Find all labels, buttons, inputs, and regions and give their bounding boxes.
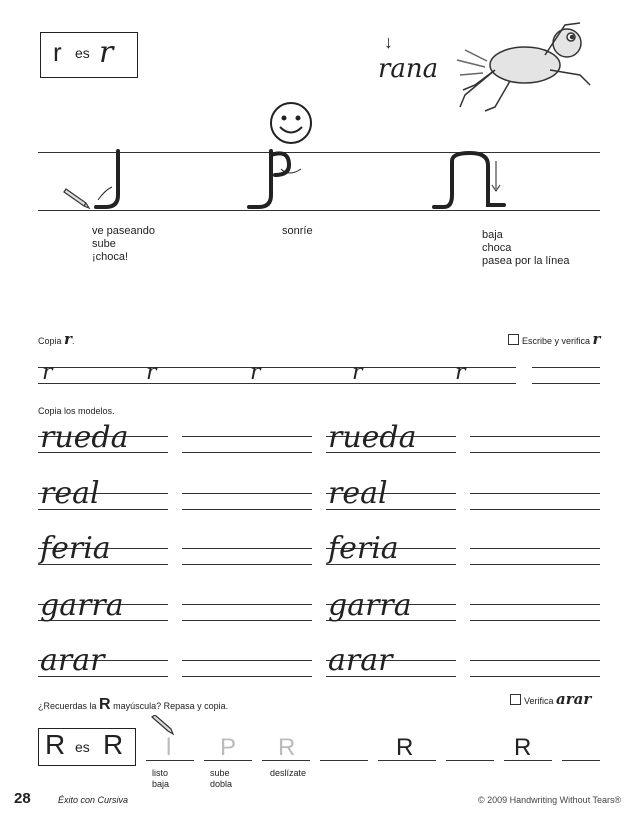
model-row-3-bottom-mid (182, 564, 312, 565)
demo-stroke-3 (430, 145, 520, 215)
model-word-4-left: garra (40, 588, 124, 623)
step-1-line-3: ¡choca! (92, 251, 129, 263)
pencil-icon (150, 715, 176, 737)
model-row-3-bottom-far (470, 564, 600, 565)
print-letter: r (53, 37, 62, 67)
capital-es: es (75, 739, 90, 755)
capital-line-4 (320, 760, 368, 761)
cursive-letter: r (99, 35, 114, 70)
verify-bottom-line (532, 383, 600, 384)
verify-label: Verifica (524, 696, 554, 706)
copy-letter: r (64, 330, 72, 348)
model-word-3-left: feria (40, 531, 111, 566)
page-number: 28 (14, 790, 31, 807)
book-title: Éxito con Cursiva (58, 795, 129, 805)
step-3-line-3: pasea por la línea (482, 255, 570, 267)
step-3-line-1: baja (482, 229, 503, 241)
model-word-4-right: garra (328, 588, 412, 623)
verify-word (510, 690, 591, 708)
trace-step-2-caption (210, 768, 232, 790)
model-row-2-top-mid (182, 493, 312, 494)
capital-print: R (45, 729, 66, 760)
model-word-1-left: rueda (40, 420, 129, 455)
copy-period: . (71, 336, 75, 346)
model-row-4-top-mid (182, 604, 312, 605)
copy-label: Copia (38, 336, 62, 346)
model-row-2-bottom-far (470, 509, 600, 510)
model-word-1-right: rueda (328, 420, 417, 455)
capital-sample-2: R (514, 734, 532, 761)
trace-step-1-caption (152, 768, 169, 790)
example-word: rana (378, 54, 439, 84)
copy-sample-2: r (146, 360, 157, 385)
model-word-5-left: arar (40, 643, 105, 678)
trace-step-3-caption-1: deslízate (270, 768, 307, 778)
capital-question-pre: ¿Recuerdas la (38, 701, 97, 711)
copy-sample-4: r (352, 360, 363, 385)
model-row-1-bottom-far (470, 452, 600, 453)
verify-top-line (532, 367, 600, 368)
copy-sample-5: r (455, 360, 466, 385)
model-row-4-bottom-mid (182, 620, 312, 621)
trace-step-3-glyph: R (278, 734, 296, 761)
model-row-5-bottom-far (470, 676, 600, 677)
letter-box (40, 32, 138, 78)
step-1-line-2: sube (92, 238, 116, 250)
frog-illustration (455, 15, 595, 115)
copy-sample-1: r (42, 360, 53, 385)
trace-step-1-caption-2: baja (152, 779, 170, 789)
trace-step-2-caption-2: dobla (210, 779, 233, 789)
model-row-5-top-far (470, 660, 600, 661)
es-word: es (75, 45, 90, 61)
copy-models-instruction: Copia los modelos. (38, 406, 115, 416)
capital-question-post: mayúscula? Repasa y copia. (113, 701, 229, 711)
model-word-5-right: arar (328, 643, 393, 678)
pencil-icon (62, 188, 92, 210)
verify-word-cursive: arar (556, 690, 592, 708)
capital-letter-box (38, 728, 136, 766)
model-row-5-top-mid (182, 660, 312, 661)
down-arrow: ↓ (384, 32, 393, 52)
smiley-face-icon (268, 100, 314, 146)
capital-letter: R (99, 696, 111, 713)
model-word-2-right: real (328, 476, 388, 511)
capital-verify-checkbox[interactable] (510, 694, 521, 705)
capital-cursive: R (103, 729, 124, 760)
trace-step-3-caption (270, 768, 306, 779)
copy-letter-instruction (38, 330, 74, 348)
model-word-3-right: feria (328, 531, 399, 566)
model-row-2-bottom-mid (182, 509, 312, 510)
trace-step-2-glyph: P (220, 734, 237, 761)
step-1-line-1: ve paseando (92, 225, 155, 237)
step-2-labels (282, 225, 313, 238)
model-row-1-top-mid (182, 436, 312, 437)
capital-instruction (38, 696, 228, 714)
copy-letter-bottom-line (38, 383, 516, 384)
copyright: © 2009 Handwriting Without Tears® (478, 795, 622, 805)
write-verify (508, 330, 600, 348)
model-word-2-left: real (40, 476, 100, 511)
capital-line-6 (446, 760, 494, 761)
write-verify-letter: r (592, 330, 601, 348)
trace-step-1-glyph: l (166, 734, 172, 761)
trace-step-2-caption-1: sube (210, 768, 230, 778)
capital-sample-1: R (396, 734, 414, 761)
copy-sample-3: r (250, 360, 261, 385)
write-verify-label: Escribe y verifica (522, 336, 591, 346)
trace-step-1-caption-1: listo (152, 768, 169, 778)
step-3-labels (482, 229, 569, 268)
model-row-4-top-far (470, 604, 600, 605)
step-1-labels (92, 225, 155, 264)
step-2-line-1: sonríe (282, 225, 313, 237)
capital-line-8 (562, 760, 600, 761)
demo-stroke-2 (245, 145, 315, 215)
model-row-1-bottom-mid (182, 452, 312, 453)
model-row-1-top-far (470, 436, 600, 437)
model-row-2-top-far (470, 493, 600, 494)
model-row-4-bottom-far (470, 620, 600, 621)
model-row-5-bottom-mid (182, 676, 312, 677)
copy-letter-top-line (38, 367, 516, 368)
step-3-line-2: choca (482, 242, 512, 254)
verify-checkbox[interactable] (508, 334, 519, 345)
model-row-3-top-mid (182, 548, 312, 549)
model-row-3-top-far (470, 548, 600, 549)
demo-stroke-1 (90, 145, 130, 215)
